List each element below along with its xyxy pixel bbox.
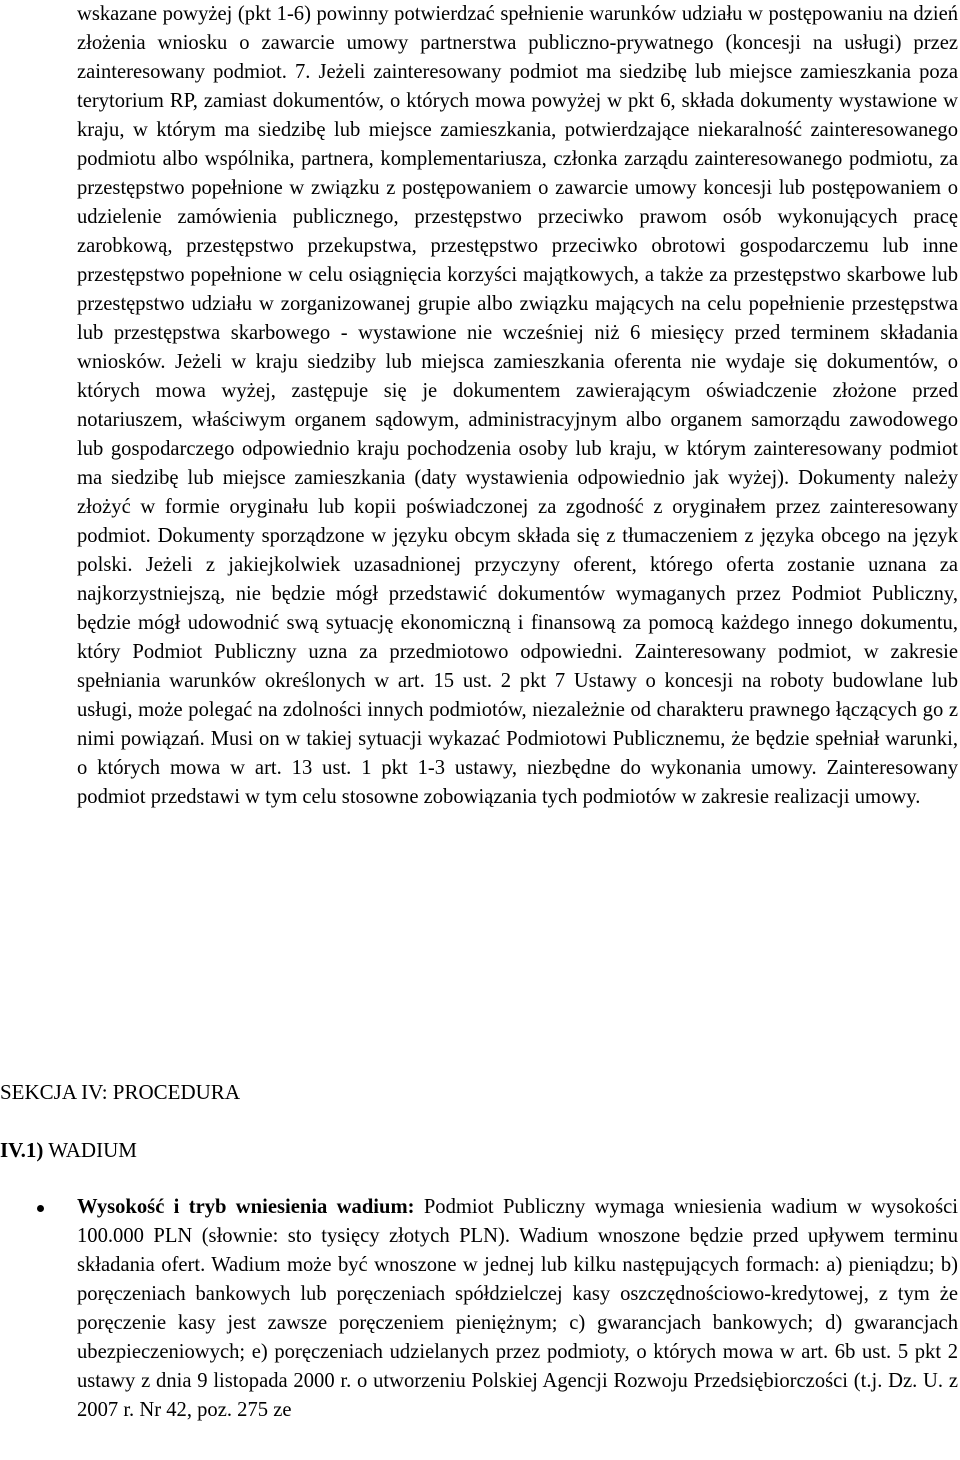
subsection-title: WADIUM: [43, 1138, 137, 1162]
bullet-icon: [37, 1205, 44, 1212]
bullet-lead: Wysokość i tryb wniesienia wadium:: [77, 1196, 415, 1218]
section-heading: SEKCJA IV: PROCEDURA: [0, 1080, 240, 1104]
body-paragraph: wskazane powyżej (pkt 1-6) powinny potwierdzać spełnienie warunków udziału w postępowaniu na dzień złożenia wniosku o zawarcie umowy partnerstwa publiczno-prywatnego (koncesji na usługi) przez zainteresowany podmiot. 7. Jeżeli zainteresowany podmiot ma siedzibę lub miejsce zamieszkania poza terytorium RP, zamiast dokumentów, o których mowa powyżej w pkt 6, składa dokumenty wystawione w kraju, w którym ma siedzibę lub miejsce zamieszkania, potwierdzające niekaralność zainteresowanego podmiotu albo wspólnika, partnera, komplementariusza, członka zarządu zainteresowanego podmiotu, za przestępstwo popełnione w związku z postępowaniem o zawarcie umowy koncesji lub postępowaniem o udzielenie zamówienia publicznego, przestępstwo przeciwko prawom osób wykonujących pracę zarobkową, przestępstwo przekupstwa, przestępstwo przeciwko obrotowi gospodarczemu lub inne przestępstwo popełnione w celu osiągnięcia korzyści majątkowych, a także za przestępstwo skarbowe lub przestępstwo udziału w zorganizowanej grupie albo związku mających na celu popełnienie przestępstwa lub przestępstwa skarbowego - wystawione nie wcześniej niż 6 miesięcy przed terminem składania wniosków. Jeżeli w kraju siedziby lub miejsca zamieszkania oferenta nie wydaje się dokumentów, o których mowa wyżej, zastępuje się je dokumentem zawierającym oświadczenie złożone przed notariuszem, właściwym organem sądowym, administracyjnym albo organem samorządu zawodowego lub gospodarczego odpowiednio kraju pochodzenia osoby lub kraju, w którym zainteresowany podmiot ma siedzibę lub miejsce zamieszkania (daty wystawienia odpowiednio jak wyżej). Dokumenty należy złożyć w formie oryginału lub kopii poświadczonej za zgodność z oryginałem przez zainteresowany podmiot. Dokumenty sporządzone w języku obcym składa się z tłumaczeniem z języka obcego na język polski. Jeżeli z jakiejkolwiek uzasadnionej przyczyny oferent, którego oferta zostanie uznana za najkorzystniejszą, nie będzie mógł przedstawić dokumentów wymaganych przez Podmiot Publiczny, będzie mógł udowodnić swą sytuację ekonomiczną i finansową za pomocą każdego innego dokumentu, który Podmiot Publiczny uzna za przedmiotowo odpowiedni. Zainteresowany podmiot, w zakresie spełniania warunków określonych w art. 15 ust. 2 pkt 7 Ustawy o koncesji na roboty budowlane lub usługi, może polegać na zdolności innych podmiotów, niezależnie od charakteru prawnego łączących go z nimi powiązań. Musi on w takiej sytuacji wykazać Podmiotowi Publicznemu, że będzie spełniał warunki, o których mowa w art. 13 ust. 1 pkt 1-3 ustawy, niezbędne do wykonania umowy. Zainteresowany podmiot przedstawi w tym celu stosowne zobowiązania tych podmiotów w zakresie realizacji umowy.: [77, 3, 958, 808]
bullet-text: [77, 1193, 958, 1425]
list-item: [0, 1193, 960, 1425]
subsection-number: IV.1): [0, 1138, 44, 1162]
subsection-heading: [0, 1136, 137, 1165]
bullet-list: [0, 1193, 960, 1425]
bullet-body: Podmiot Publiczny wymaga wniesienia wadium w wysokości 100.000 PLN (słownie: sto tysięcy złotych PLN). Wadium wnoszone będzie przed upływem terminu składania ofert. Wadium może być wnoszone w jednej lub kilku następujących formach: a) pieniądzu; b) poręczeniach bankowych lub poręczeniach spółdzielczej kasy oszczędnościowo-kredytowej, z tym że poręczenie kasy jest zawsze poręczeniem pieniężnym; c) gwarancjach bankowych; d) gwarancjach ubezpieczeniowych; e) poręczeniach udzielanych przez podmioty, o których mowa w art. 6b ust. 5 pkt 2 ustawy z dnia 9 listopada 2000 r. o utworzeniu Polskiej Agencji Rozwoju Przedsiębiorczości (t.j. Dz. U. z 2007 r. Nr 42, poz. 275 ze: [77, 1196, 958, 1421]
